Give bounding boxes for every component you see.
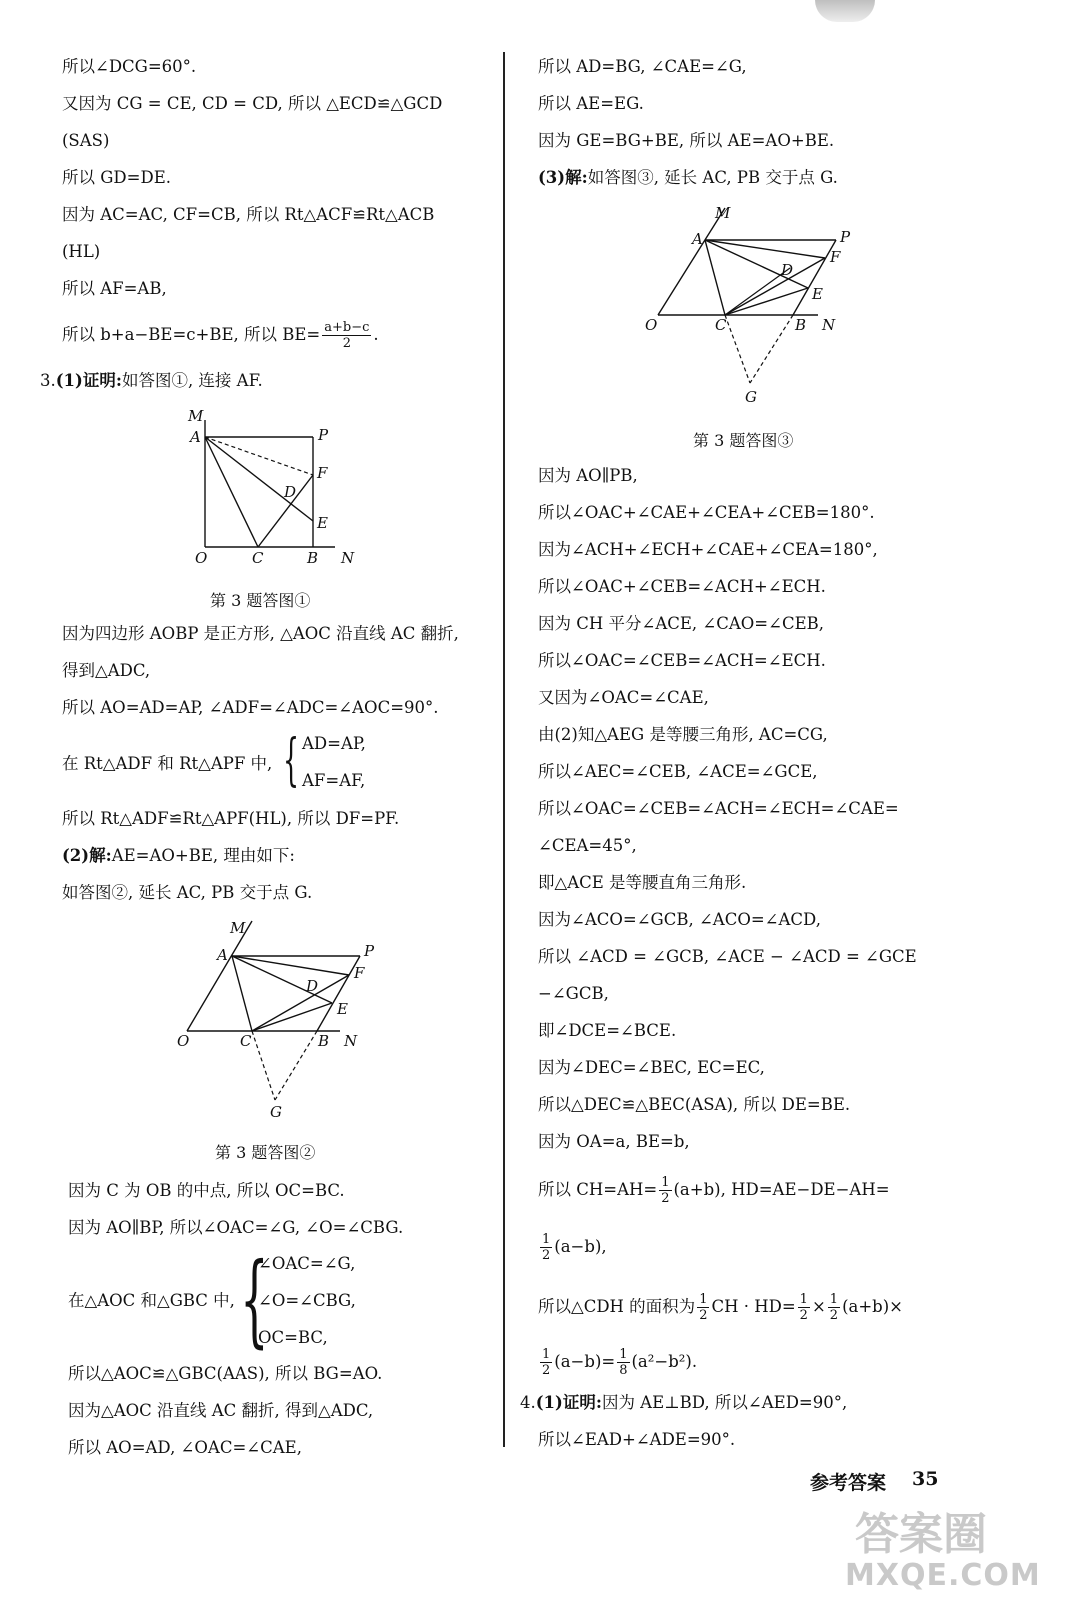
figure-label: N <box>822 316 836 334</box>
system-line: OC=BC, <box>258 1328 328 1347</box>
text-line-fraction <box>538 1347 697 1378</box>
text-line: 所以∠AEC=∠CEB, ∠ACE=∠GCE, <box>538 762 818 781</box>
fraction-denominator: 2 <box>542 1363 551 1378</box>
figure-label: D <box>306 977 319 995</box>
fraction <box>659 1175 671 1206</box>
text-segment: 所以△CDH 的面积为 <box>538 1297 696 1316</box>
brace: { <box>240 1241 269 1358</box>
text-segment: 因为 AE⊥BD, 所以∠AED=90°, <box>601 1393 848 1412</box>
text-line: 因为 AC=AC, CF=CB, 所以 Rt△ACF≌Rt△ACB <box>62 205 435 224</box>
fraction-numerator: 1 <box>619 1347 628 1362</box>
text-line: (HL) <box>62 242 101 261</box>
figure-3-diagram <box>640 200 855 410</box>
text-line: 因为 OA=a, BE=b, <box>538 1132 690 1151</box>
part-tag: (1)证明: <box>55 371 122 390</box>
text-line: 因为 AO∥BP, 所以∠OAC=∠G, ∠O=∠CBG. <box>68 1218 404 1237</box>
text-line: 所以 AE=EG. <box>538 94 644 113</box>
fraction-numerator: 1 <box>542 1232 551 1247</box>
part-tag: (2)解: <box>62 846 112 865</box>
question-4-header <box>520 1392 847 1414</box>
text-line: 又因为 CG = CE, CD = CD, 所以 △ECD≌△GCD <box>62 94 443 113</box>
watermark-url: MXQE.COM <box>845 1558 1041 1593</box>
text-line: 因为∠ACH+∠ECH+∠CAE+∠CEA=180°, <box>538 540 878 559</box>
figure-2-caption: 第 3 题答图② <box>215 1143 316 1162</box>
text-segment: (a²−b²). <box>631 1352 698 1371</box>
figure-3-caption: 第 3 题答图③ <box>693 431 794 450</box>
figure-label: E <box>337 1000 348 1018</box>
text-segment: 如答图①, 连接 AF. <box>121 371 263 390</box>
fraction-numerator: 1 <box>799 1292 808 1307</box>
figure-label: O <box>645 316 658 334</box>
figure-1-diagram <box>185 405 370 570</box>
text-line: 所以 GD=DE. <box>62 168 171 187</box>
text-line: (SAS) <box>62 131 110 150</box>
text-line: 由(2)知△AEG 是等腰三角形, AC=CG, <box>538 725 828 744</box>
part-2-header <box>62 845 295 867</box>
fraction-denominator: 2 <box>342 336 351 351</box>
text-line: 即△ACE 是等腰直角三角形. <box>538 873 747 892</box>
text-line-fraction <box>538 1292 903 1323</box>
fraction-numerator: a+b−c <box>324 320 370 335</box>
watermark-logo: 答案圈 <box>855 1509 987 1560</box>
text-line: 所以∠EAD+∠ADE=90°. <box>538 1430 736 1449</box>
fraction-denominator: 2 <box>699 1308 708 1323</box>
figure-label: C <box>252 549 264 567</box>
figure-label: D <box>284 483 297 501</box>
part-3-header <box>538 167 838 189</box>
figure-label: M <box>230 919 246 937</box>
question-number: 4. <box>520 1393 536 1412</box>
text-line: 所以∠DCG=60°. <box>62 57 197 76</box>
text-line: 所以 AO=AD=AP, ∠ADF=∠ADC=∠AOC=90°. <box>62 698 439 717</box>
system-line: ∠O=∠CBG, <box>258 1291 356 1310</box>
figure-label: F <box>354 964 365 982</box>
text-line: ∠CEA=45°, <box>538 836 637 855</box>
footer-label: 参考答案 <box>810 1472 887 1494</box>
figure-label: O <box>177 1032 190 1050</box>
figure-label: B <box>318 1032 330 1050</box>
fraction <box>798 1292 810 1323</box>
text-segment: (a+b)× <box>842 1297 903 1316</box>
figure-label: E <box>812 285 823 303</box>
text-line: 得到△ADC, <box>62 661 151 680</box>
text-line: −∠GCB, <box>538 984 609 1003</box>
text-line: 所以△AOC≌△GBC(AAS), 所以 BG=AO. <box>68 1364 383 1383</box>
text-line: 所以△DEC≌△BEC(ASA), 所以 DE=BE. <box>538 1095 851 1114</box>
right-column <box>510 0 1065 1600</box>
figure-label: D <box>781 261 794 279</box>
text-line: 所以∠OAC=∠CEB=∠ACH=∠ECH. <box>538 651 826 670</box>
figure-label: A <box>217 946 228 964</box>
text-line: 所以∠OAC+∠CEB=∠ACH+∠ECH. <box>538 577 826 596</box>
text-line: 因为∠ACO=∠GCB, ∠ACO=∠ACD, <box>538 910 821 929</box>
part-tag: (1)证明: <box>535 1393 602 1412</box>
system-line: AF=AF, <box>302 771 366 790</box>
fraction <box>697 1292 709 1323</box>
part-tag: (3)解: <box>538 168 588 187</box>
text-line: 因为四边形 AOBP 是正方形, △AOC 沿直线 AC 翻折, <box>62 624 459 643</box>
figure-label: E <box>317 514 328 532</box>
column-divider <box>503 52 505 1447</box>
fraction <box>540 1232 552 1263</box>
figure-label: B <box>795 316 807 334</box>
fraction-denominator: 2 <box>542 1248 551 1263</box>
figure-label: G <box>270 1103 282 1121</box>
text-segment: (a−b), <box>554 1237 607 1256</box>
fraction <box>322 320 371 351</box>
figure-label: O <box>195 549 208 567</box>
page-number: 35 <box>912 1468 939 1490</box>
text-line: 因为 GE=BG+BE, 所以 AE=AO+BE. <box>538 131 835 150</box>
text-line: 因为 AO∥PB, <box>538 466 638 485</box>
figure-label: N <box>341 549 355 567</box>
text-segment: 所以 CH=AH= <box>538 1180 658 1199</box>
text-segment: . <box>373 325 379 344</box>
figure-label: P <box>840 228 851 246</box>
figure-2-diagram <box>172 918 382 1123</box>
text-line-fraction <box>538 1232 607 1263</box>
fraction-numerator: 1 <box>542 1347 551 1362</box>
system-line: ∠OAC=∠G, <box>258 1254 356 1273</box>
figure-label: M <box>188 407 204 425</box>
system-line: AD=AP, <box>302 734 366 753</box>
figure-label: B <box>307 549 319 567</box>
text-line-fraction <box>538 1175 890 1206</box>
text-segment: (a+b), HD=AE−DE−AH= <box>673 1180 890 1199</box>
figure-label: M <box>715 204 731 222</box>
text-line: 即∠DCE=∠BCE. <box>538 1021 677 1040</box>
text-segment: (a−b)= <box>554 1352 616 1371</box>
figure-label: G <box>745 388 757 406</box>
fraction-denominator: 2 <box>829 1308 839 1323</box>
figure-1-caption: 第 3 题答图① <box>210 591 311 610</box>
text-segment: 所以 b+a−BE=c+BE, 所以 BE= <box>62 325 321 344</box>
fraction <box>617 1347 629 1378</box>
text-segment: × <box>811 1297 826 1316</box>
figure-label: N <box>344 1032 358 1050</box>
text-line: 因为△AOC 沿直线 AC 翻折, 得到△ADC, <box>68 1401 374 1420</box>
text-segment: CH · HD= <box>711 1297 796 1316</box>
text-line: 因为 C 为 OB 的中点, 所以 OC=BC. <box>68 1181 345 1200</box>
question-3-header <box>40 370 263 392</box>
fraction-numerator: 1 <box>829 1292 839 1307</box>
figure-label: F <box>830 248 841 266</box>
fraction <box>540 1347 552 1378</box>
figure-label: F <box>317 464 328 482</box>
text-line: 所以 AD=BG, ∠CAE=∠G, <box>538 57 747 76</box>
fraction-denominator: 2 <box>799 1308 808 1323</box>
text-line: 所以 AO=AD, ∠OAC=∠CAE, <box>68 1438 302 1457</box>
text-line: 所以∠OAC=∠CEB=∠ACH=∠ECH=∠CAE= <box>538 799 899 818</box>
figure-label: P <box>364 942 375 960</box>
text-segment: AE=AO+BE, 理由如下: <box>111 846 295 865</box>
fraction-numerator: 1 <box>699 1292 708 1307</box>
text-line: 因为 CH 平分∠ACE, ∠CAO=∠CEB, <box>538 614 824 633</box>
text-line: 在△AOC 和△GBC 中, <box>68 1291 235 1310</box>
text-line: 如答图②, 延长 AC, PB 交于点 G. <box>62 883 313 902</box>
fraction-numerator: 1 <box>661 1175 670 1190</box>
text-line-fraction <box>62 320 379 351</box>
text-line: 在 Rt△ADF 和 Rt△APF 中, <box>62 754 273 773</box>
question-number: 3. <box>40 371 56 390</box>
brace: { <box>283 728 300 793</box>
figure-label: C <box>715 316 727 334</box>
text-line: 所以 ∠ACD = ∠GCB, ∠ACE − ∠ACD = ∠GCE <box>538 947 917 966</box>
fraction-denominator: 2 <box>661 1191 670 1206</box>
text-segment: 如答图③, 延长 AC, PB 交于点 G. <box>587 168 838 187</box>
fraction <box>828 1292 840 1323</box>
text-line: 又因为∠OAC=∠CAE, <box>538 688 709 707</box>
fraction-denominator: 8 <box>619 1363 628 1378</box>
text-line: 因为∠DEC=∠BEC, EC=EC, <box>538 1058 765 1077</box>
figure-label: C <box>240 1032 252 1050</box>
text-line: 所以∠OAC+∠CAE+∠CEA+∠CEB=180°. <box>538 503 875 522</box>
text-line: 所以 AF=AB, <box>62 279 167 298</box>
left-column <box>0 0 505 1600</box>
figure-label: P <box>318 426 329 444</box>
text-line: 所以 Rt△ADF≌Rt△APF(HL), 所以 DF=PF. <box>62 809 400 828</box>
figure-label: A <box>692 230 703 248</box>
figure-label: A <box>190 428 201 446</box>
